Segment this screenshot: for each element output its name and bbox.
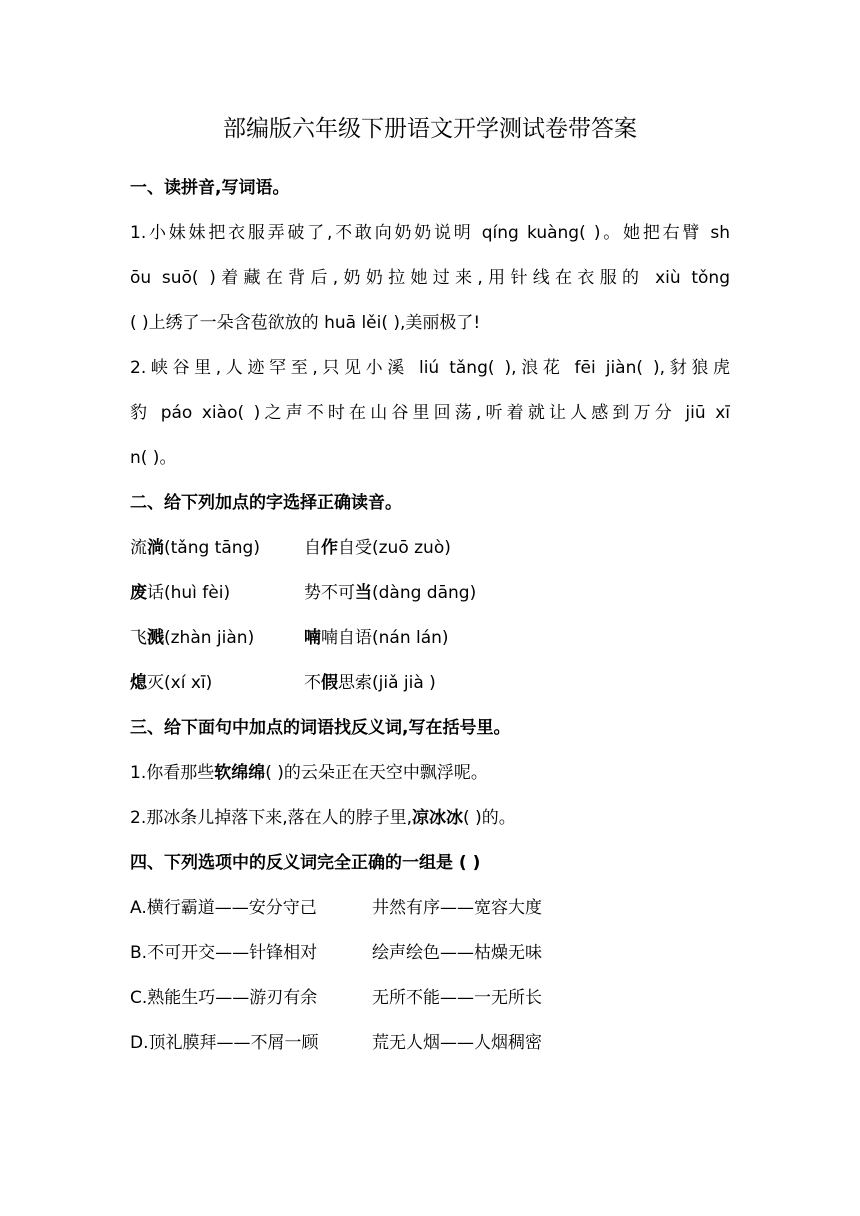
pinyin-item: [304, 581, 476, 605]
section-2-heading: 二、给下列加点的字选择正确读音。: [130, 493, 402, 513]
pinyin-item: [130, 538, 260, 558]
dotted-char: 废: [130, 583, 147, 603]
option-row: [130, 1031, 542, 1055]
section-1-heading: 一、读拼音,写词语。: [130, 178, 290, 198]
option-right: 荒无人烟——人烟稠密: [372, 1033, 542, 1053]
item-options: (tǎng tāng): [164, 538, 260, 558]
dotted-word: 软绵绵: [214, 763, 266, 783]
dotted-char: 假: [321, 673, 338, 693]
section-4-heading: 四、下列选项中的反义词完全正确的一组是 ( ): [130, 853, 481, 873]
option-left: C.熟能生巧——游刃有余: [130, 988, 318, 1008]
dotted-char: 淌: [147, 538, 164, 558]
dotted-char: 当: [355, 583, 372, 603]
s1-line-1: 1.小妹妹把衣服弄破了,不敢向奶奶说明 qíng kuàng( )。她把右臂 sh: [130, 223, 730, 243]
item-options: (dàng dāng): [372, 583, 477, 603]
option-left: D.顶礼膜拜——不屑一顾: [130, 1033, 319, 1053]
item-options: 自受(zuō zuò): [338, 538, 451, 558]
s1-line-3: ( )上绣了一朵含苞欲放的 huā lěi( ),美丽极了!: [130, 313, 481, 333]
item-suffix: ( )的。: [463, 808, 516, 828]
pinyin-item: [304, 671, 436, 695]
option-row: [130, 896, 542, 920]
s2-row: [130, 536, 451, 560]
s3-item: [130, 806, 516, 830]
option-left: B.不可开交——针锋相对: [130, 943, 318, 963]
option-right: 井然有序——宽容大度: [372, 898, 542, 918]
dotted-word: 凉冰冰: [412, 808, 464, 828]
item-prefix: 1.你看那些: [130, 763, 215, 783]
item-suffix: ( )的云朵正在天空中飘浮呢。: [265, 763, 488, 783]
section-3-heading: 三、给下面句中加点的词语找反义词,写在括号里。: [130, 718, 511, 738]
s1-line-2: ōu suō( )着藏在背后,奶奶拉她过来,用针线在衣服的 xiù tǒng: [130, 268, 730, 288]
dotted-char: 喃: [304, 628, 321, 648]
option-left: A.横行霸道——安分守己: [130, 898, 317, 918]
item-prefix: 飞: [130, 628, 147, 648]
item-options: 喃自语(nán lán): [321, 628, 449, 648]
item-prefix: 自: [304, 538, 321, 558]
pinyin-item: [130, 628, 254, 648]
pinyin-item: [304, 536, 451, 560]
item-options: (zhàn jiàn): [164, 628, 255, 648]
option-right: 绘声绘色——枯燥无味: [372, 943, 542, 963]
s3-item: [130, 761, 488, 785]
option-row: [130, 941, 542, 965]
document-title: 部编版六年级下册语文开学测试卷带答案: [223, 116, 637, 142]
item-prefix: 2.那冰条儿掉落下来,落在人的脖子里,: [130, 808, 413, 828]
s2-row: [130, 671, 436, 695]
item-options: 灭(xí xī): [147, 673, 213, 693]
item-prefix: 势不可: [304, 583, 355, 603]
dotted-char: 作: [321, 538, 338, 558]
dotted-char: 熄: [130, 673, 147, 693]
s1-line-4: 2.峡谷里,人迹罕至,只见小溪 liú tǎng( ),浪花 fēi jiàn( ),豺狼虎: [130, 358, 730, 378]
dotted-char: 溅: [147, 628, 164, 648]
item-prefix: 不: [304, 673, 321, 693]
s2-row: [130, 581, 477, 605]
s2-row: [130, 626, 449, 650]
pinyin-item: [130, 673, 212, 693]
option-row: [130, 986, 542, 1010]
s1-line-5: 豹 páo xiào( )之声不时在山谷里回荡,听着就让人感到万分 jiū xī: [130, 403, 730, 423]
item-options: 话(huì fèi): [147, 583, 231, 603]
pinyin-item: [130, 583, 230, 603]
item-options: 思索(jiǎ jià ): [338, 673, 436, 693]
item-prefix: 流: [130, 538, 147, 558]
option-right: 无所不能——一无所长: [372, 988, 542, 1008]
pinyin-item: [304, 626, 449, 650]
s1-line-6: n( )。: [130, 448, 177, 468]
